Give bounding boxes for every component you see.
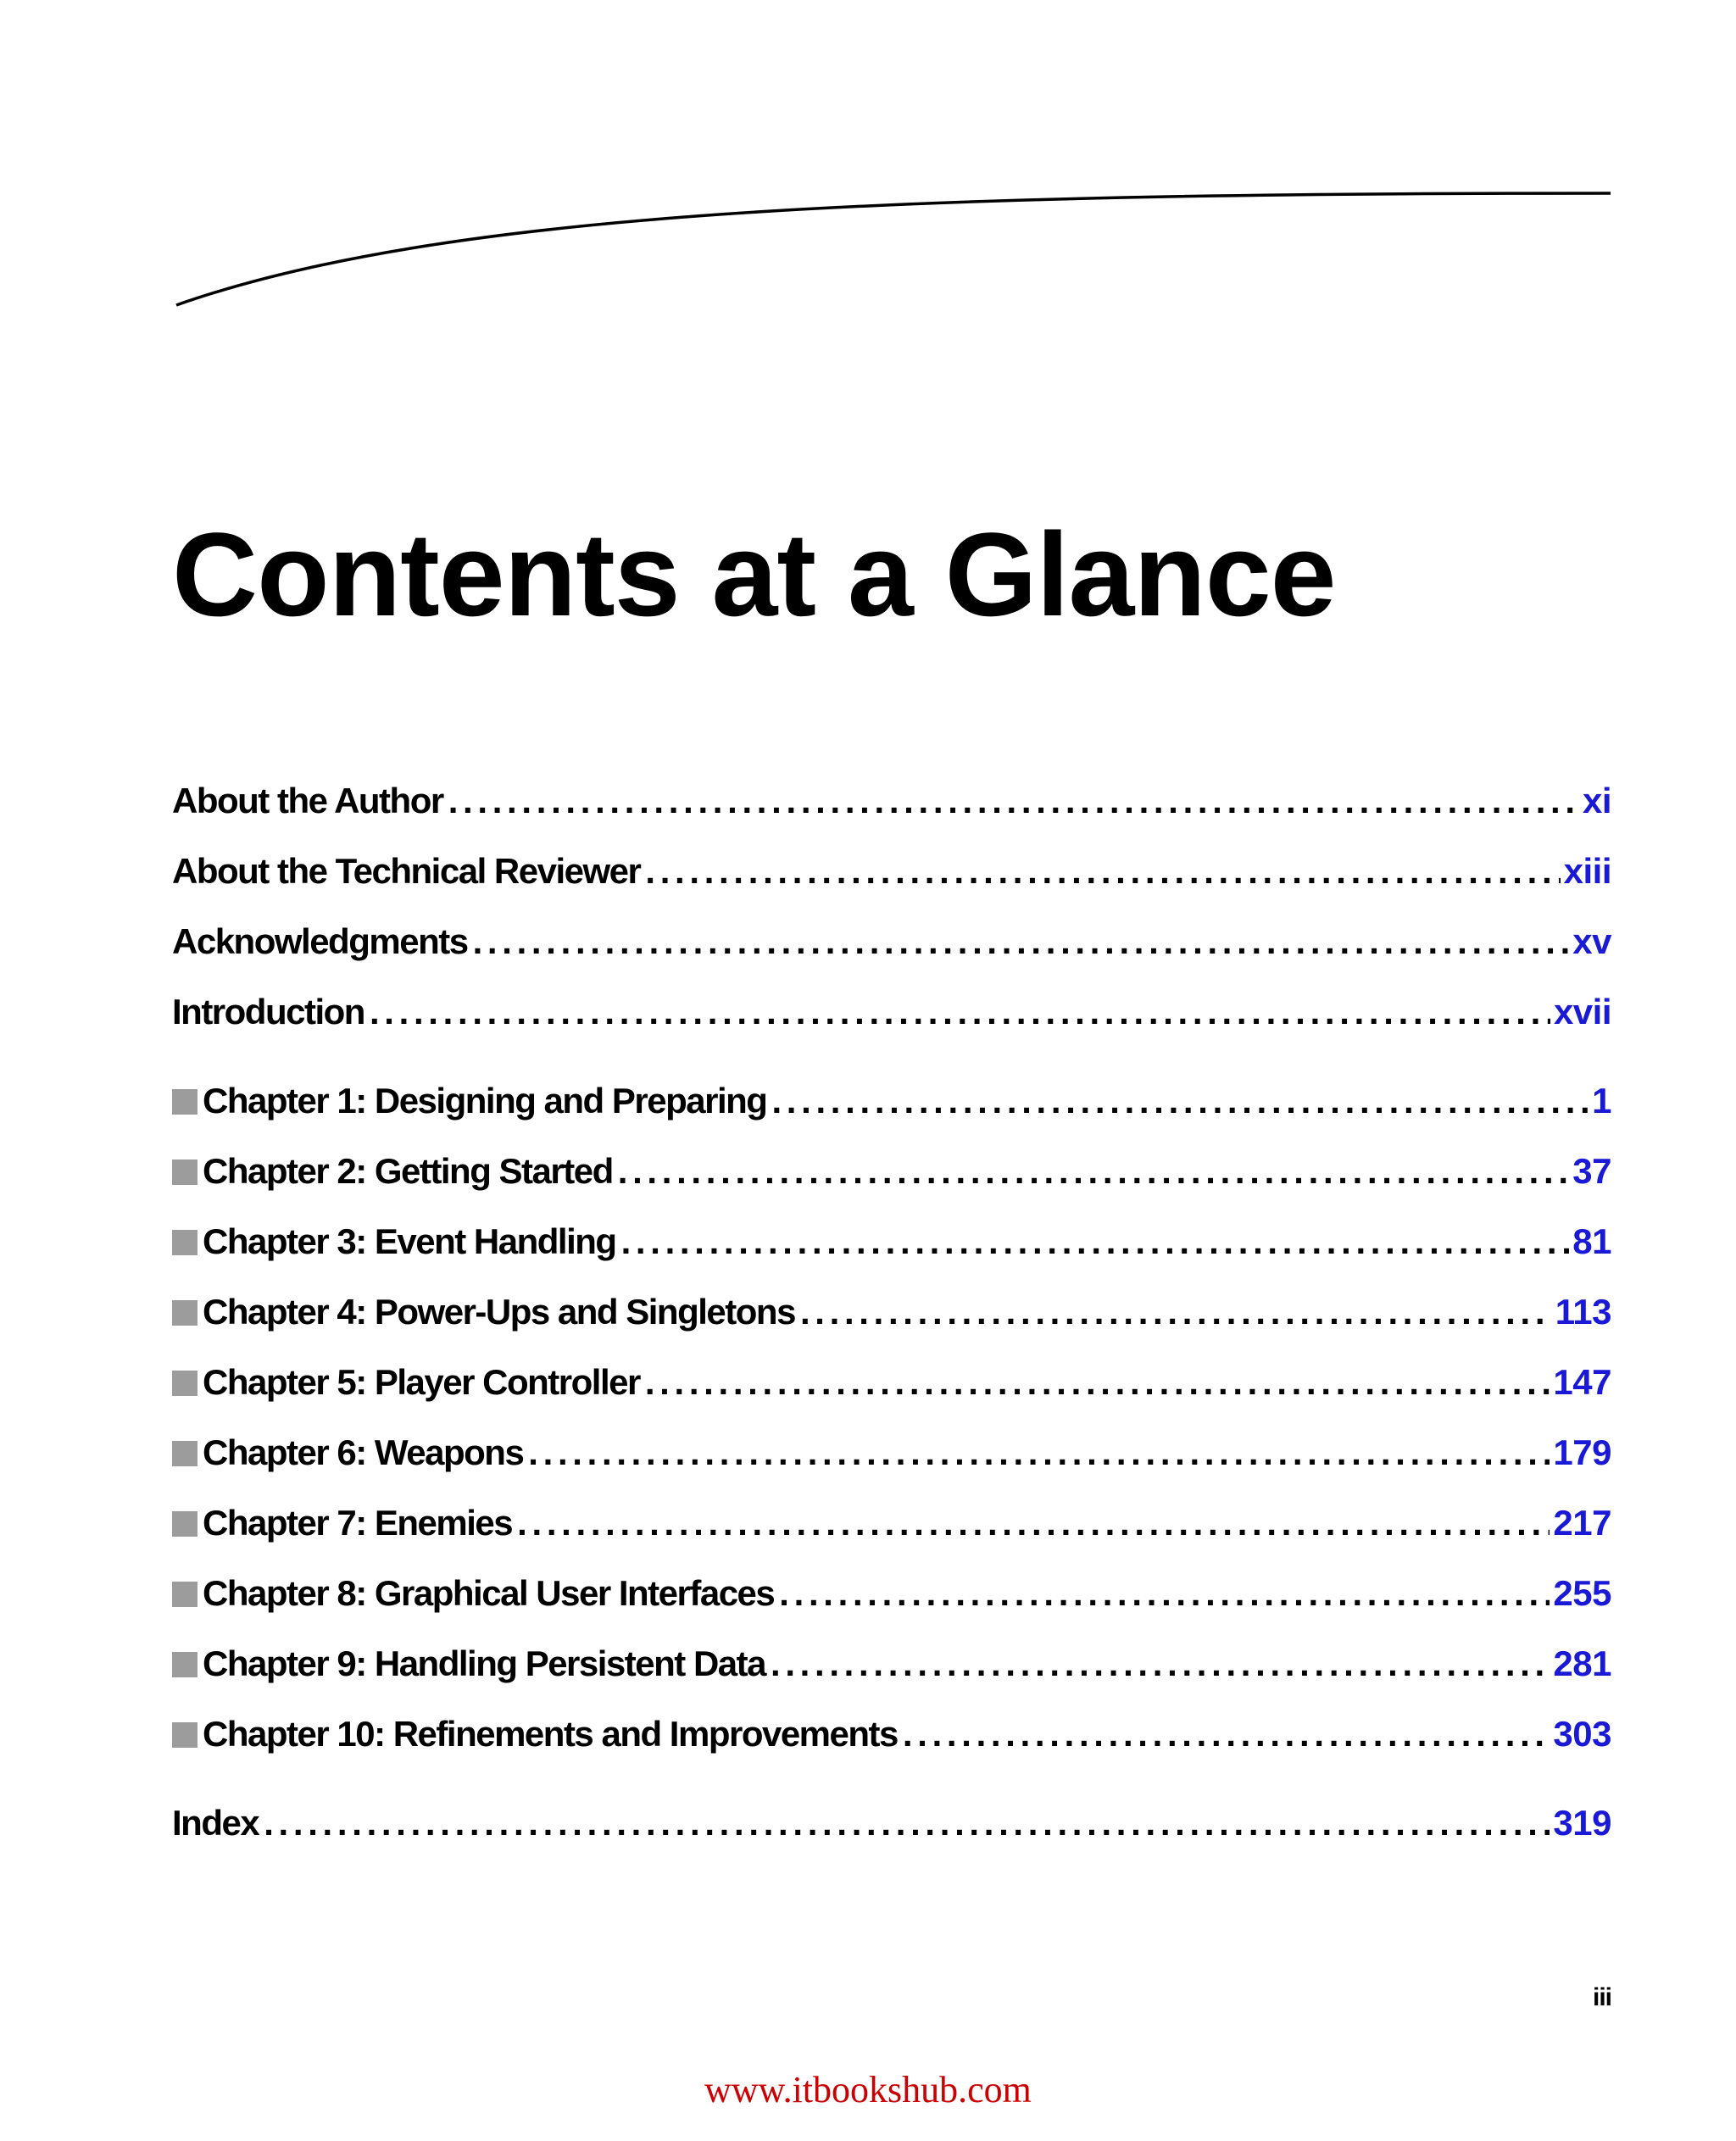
toc-chapter-title: Chapter 9: Handling Persistent Data: [203, 1643, 765, 1683]
toc-chapter-title: Chapter 5: Player Controller: [203, 1362, 640, 1402]
toc-entry-label: [172, 1221, 616, 1263]
toc-entry-label: [172, 1502, 512, 1544]
toc-page-number[interactable]: xvii: [1553, 992, 1611, 1032]
chapter-marker-square-icon: [172, 1159, 198, 1185]
toc-page-number[interactable]: 81: [1572, 1221, 1611, 1261]
chapter-marker-square-icon: [172, 1582, 198, 1607]
toc-entry-label: About the Author: [172, 781, 443, 820]
toc-dot-leader: [517, 1502, 1550, 1544]
chapter-marker-square-icon: [172, 1371, 198, 1396]
toc-chapter-title: Chapter 4: Power-Ups and Singletons: [203, 1292, 795, 1332]
toc-entry-chapter-9[interactable]: [172, 1634, 1611, 1685]
toc-dot-leader: [621, 1221, 1570, 1263]
toc-dot-leader: [264, 1802, 1550, 1844]
toc-entry-chapter-8[interactable]: [172, 1564, 1611, 1615]
toc-chapter-title: Chapter 1: Designing and Preparing: [203, 1081, 767, 1121]
toc-entry-label: Introduction: [172, 992, 364, 1032]
toc-entry-label: [172, 1572, 774, 1615]
toc-chapter-title: Chapter 6: Weapons: [203, 1432, 524, 1472]
chapter-marker-square-icon: [172, 1652, 198, 1677]
toc-entry-label: [172, 1291, 795, 1333]
toc-dot-leader: [645, 1361, 1550, 1404]
swoosh-curve: [176, 193, 1611, 305]
toc-page-number[interactable]: xi: [1582, 781, 1611, 820]
toc-entry-about-author[interactable]: [172, 771, 1611, 822]
toc-entry-label: Index: [172, 1803, 259, 1843]
decorative-swoosh-line: [0, 0, 1736, 356]
toc-page-number[interactable]: 1: [1592, 1081, 1611, 1121]
toc-entry-label: [172, 1361, 640, 1404]
toc-dot-leader: [473, 920, 1570, 963]
toc-page-number[interactable]: 319: [1553, 1803, 1611, 1843]
toc-page-number[interactable]: 179: [1553, 1432, 1611, 1472]
toc-entry-acknowledgments[interactable]: [172, 912, 1611, 963]
toc-chapter-title: Chapter 8: Graphical User Interfaces: [203, 1573, 775, 1613]
chapter-marker-square-icon: [172, 1300, 198, 1326]
toc-dot-leader: [779, 1572, 1550, 1615]
toc-dot-leader: [618, 1150, 1570, 1193]
toc-entry-chapter-1[interactable]: [172, 1071, 1611, 1122]
toc-entry-label: [172, 1150, 613, 1193]
chapter-marker-square-icon: [172, 1441, 198, 1466]
toc-entry-label: [172, 1643, 765, 1685]
toc-entry-chapter-2[interactable]: [172, 1142, 1611, 1193]
toc-page-number[interactable]: 147: [1553, 1362, 1611, 1402]
chapter-marker-square-icon: [172, 1722, 198, 1748]
chapter-marker-square-icon: [172, 1511, 198, 1537]
toc-page-number[interactable]: xiii: [1563, 851, 1611, 891]
toc-chapter-title: Chapter 7: Enemies: [203, 1503, 513, 1543]
toc-entry-index[interactable]: [172, 1793, 1611, 1844]
toc-dot-leader: [771, 1080, 1589, 1122]
toc-dot-leader: [448, 780, 1579, 822]
toc-page-number[interactable]: 303: [1553, 1714, 1611, 1754]
toc-page-number[interactable]: 217: [1553, 1503, 1611, 1543]
toc-page-number[interactable]: 113: [1555, 1292, 1611, 1332]
toc-entry-label: [172, 1713, 898, 1755]
page-folio-number: iii: [1592, 1983, 1611, 2011]
toc-page-number[interactable]: 37: [1572, 1151, 1611, 1191]
toc-dot-leader: [645, 850, 1560, 893]
toc-dot-leader: [800, 1291, 1552, 1333]
toc-page-number[interactable]: xv: [1572, 921, 1611, 961]
toc-entry-chapter-10[interactable]: [172, 1704, 1611, 1755]
toc-entry-chapter-5[interactable]: [172, 1353, 1611, 1404]
watermark-url[interactable]: www.itbookshub.com: [704, 2069, 1032, 2110]
toc-dot-leader: [370, 991, 1550, 1033]
toc-entry-label: Acknowledgments: [172, 921, 468, 961]
toc-entry-label: About the Technical Reviewer: [172, 851, 641, 891]
chapter-marker-square-icon: [172, 1089, 198, 1115]
toc-entry-chapter-6[interactable]: [172, 1423, 1611, 1474]
toc-dot-leader: [903, 1713, 1550, 1755]
toc-entry-about-reviewer[interactable]: [172, 842, 1611, 893]
toc-chapter-title: Chapter 10: Refinements and Improvements: [203, 1714, 898, 1754]
chapter-marker-square-icon: [172, 1230, 198, 1255]
toc-entry-label: [172, 1432, 523, 1474]
toc-chapter-title: Chapter 3: Event Handling: [203, 1221, 616, 1261]
toc-chapter-title: Chapter 2: Getting Started: [203, 1151, 613, 1191]
toc-entry-label: [172, 1080, 766, 1122]
toc-dot-leader: [528, 1432, 1550, 1474]
toc-entry-introduction[interactable]: [172, 982, 1611, 1033]
page-title: Contents at a Glance: [172, 508, 1336, 641]
toc-entry-chapter-7[interactable]: [172, 1493, 1611, 1544]
toc-entry-chapter-4[interactable]: [172, 1282, 1611, 1333]
toc-page-number[interactable]: 255: [1553, 1573, 1611, 1613]
toc-entry-chapter-3[interactable]: [172, 1212, 1611, 1263]
toc-page-number[interactable]: 281: [1553, 1643, 1611, 1683]
toc-dot-leader: [771, 1643, 1550, 1685]
